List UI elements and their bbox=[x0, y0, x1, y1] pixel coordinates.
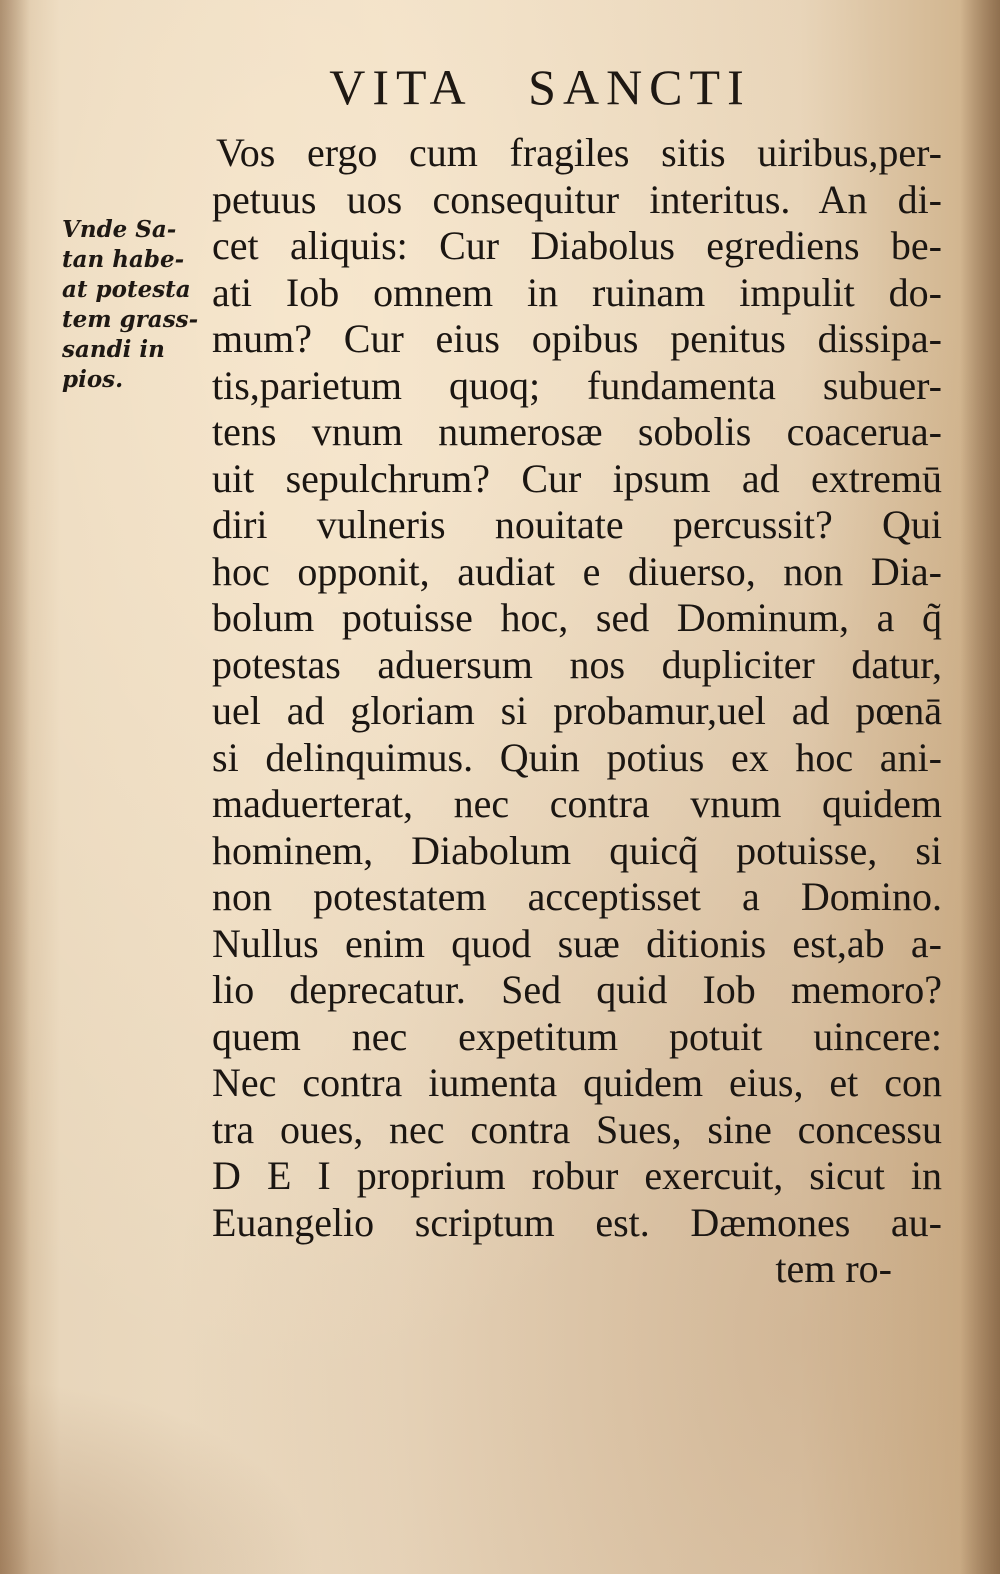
marginal-note-line: sandi in bbox=[62, 336, 165, 363]
text-line: hoc opponit, audiat e diuerso, non Dia- bbox=[212, 548, 942, 594]
text-line: cet aliquis: Cur Diabolus egrediens be- bbox=[212, 223, 942, 268]
marginal-note bbox=[62, 215, 202, 395]
running-head-right: SANCTI bbox=[528, 59, 751, 115]
marginal-note-line: Vnde Sa- bbox=[62, 216, 177, 243]
text-line: potestas aduersum nos dupliciter datur, bbox=[212, 641, 942, 687]
text-line: D E I proprium robur exercuit, sicut in bbox=[212, 1153, 942, 1198]
text-line: tens vnum numerosæ sobolis coacerua- bbox=[212, 409, 942, 454]
paper-stain bbox=[0, 1380, 320, 1574]
running-head-left: VITA bbox=[329, 59, 473, 115]
text-line: si delinquimus. Quin potius ex hoc ani- bbox=[212, 734, 942, 780]
text-line: uel ad gloriam si probamur,uel ad pœnā bbox=[212, 688, 942, 733]
body-text bbox=[212, 130, 942, 1293]
text-line: bolum potuisse hoc, sed Dominum, a q̃ bbox=[212, 595, 942, 640]
text-line: mum? Cur eius opibus penitus dissipa- bbox=[212, 316, 942, 361]
text-line: tra oues, nec contra Sues, sine concessu bbox=[212, 1106, 942, 1152]
text-line: Vos ergo cum fragiles sitis uiribus,per- bbox=[216, 130, 942, 175]
text-line: diri vulneris nouitate percussit? Qui bbox=[212, 502, 942, 547]
catchword: tem ro- bbox=[775, 1246, 892, 1291]
text-line: uit sepulchrum? Cur ipsum ad extremū bbox=[212, 455, 942, 501]
page-edge-shadow-right bbox=[960, 0, 1000, 1574]
text-line: petuus uos consequitur interitus. An di- bbox=[212, 176, 942, 222]
running-head bbox=[0, 58, 1000, 116]
marginal-note-line: tan habe- bbox=[62, 246, 185, 273]
text-line: Euangelio scriptum est. Dæmones au- bbox=[212, 1199, 942, 1245]
text-line: Nullus enim quod suæ ditionis est,ab a- bbox=[212, 920, 942, 966]
marginal-note-line: at potesta bbox=[62, 276, 191, 303]
text-line: maduerterat, nec contra vnum quidem bbox=[212, 781, 942, 826]
marginal-note-line: tem grass- bbox=[62, 306, 199, 333]
text-line: ati Iob omnem in ruinam impulit do- bbox=[212, 269, 942, 315]
text-line: quem nec expetitum potuit uincere: bbox=[212, 1013, 942, 1059]
text-line: tis,parietum quoq; fundamenta subuer- bbox=[212, 362, 942, 408]
marginal-note-line: pios. bbox=[62, 366, 124, 393]
page-edge-shadow-left bbox=[0, 0, 30, 1574]
text-line: lio deprecatur. Sed quid Iob memoro? bbox=[212, 967, 942, 1012]
text-line: non potestatem acceptisset a Domino. bbox=[212, 874, 942, 919]
text-line: Nec contra iumenta quidem eius, et con bbox=[212, 1060, 942, 1105]
text-line: hominem, Diabolum quicq̃ potuisse, si bbox=[212, 827, 942, 873]
